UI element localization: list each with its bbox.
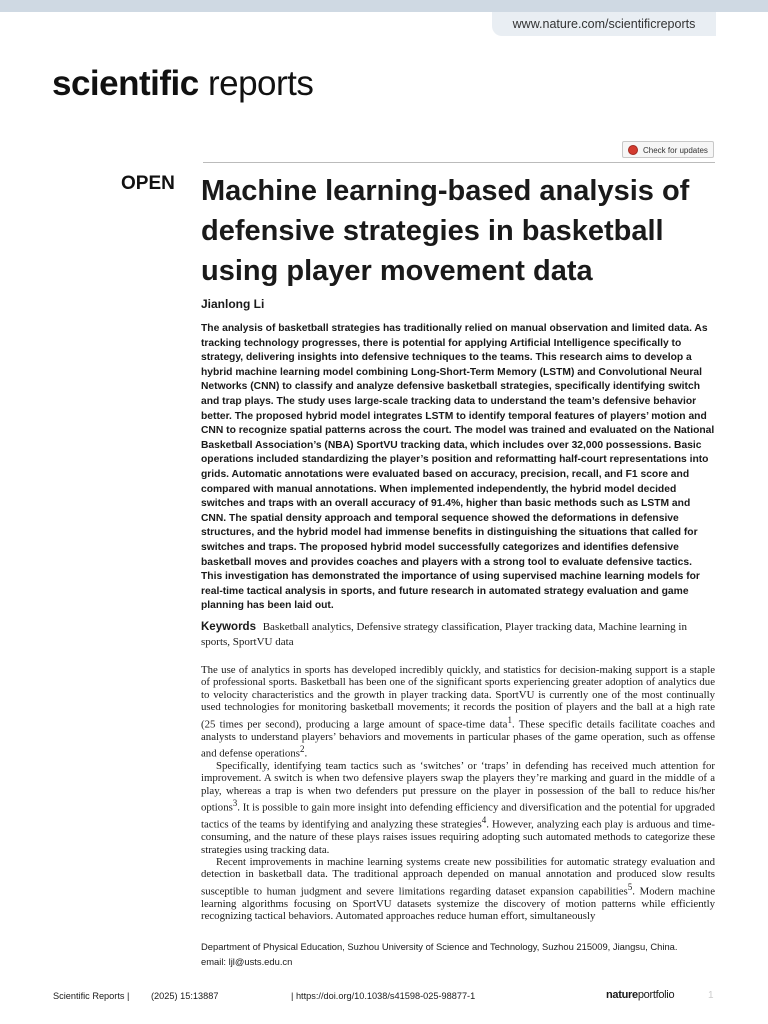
keywords <box>201 620 715 650</box>
body-paragraph <box>201 760 715 856</box>
citation-link[interactable]: 4 <box>481 815 487 826</box>
paragraph-text: . Modern machine learning algorithms focusing on SportVU datasets systemize the discovery of motion patterns while efficiently recognizing tactical behaviors. Automated approaches reduce human effort, simultaneously <box>201 885 715 923</box>
article-author[interactable]: Jianlong Li <box>201 297 265 311</box>
abstract: The analysis of basketball strategies has traditionally relied on manual observation and limited data. As tracking technology progresses, there is potential for applying Artificial Intelligence specifically to strategy, delivering insights into defensive techniques to the teams. This research aims to develop a hybrid machine learning model combining Long-Short-Term Memory (LSTM) and Convolutional Neural Networks (CNN) to classify and analyze defensive basketball strategies, specifically identifying switch and trap plays. The study uses large-scale tracking data to understand the team’s defensive behavior better. The proposed hybrid model integrates LSTM to identify temporal features of players’ motion and CNN to recognize spatial patterns across the court. The model was trained and evaluated on the National Basketball Association’s (NBA) SportVU tracking data, which includes over 32,000 possessions. Basic operations included standardizing the player’s position and reformatting half-court representations into grids. Automatic annotations were evaluated based on accuracy, precision, recall, and F1 score and compared with manual annotations. When implemented independently, the hybrid model decided switches and traps with an overall accuracy of 91.4%, higher than basic methods such as LSTM and CNN. The spatial density approach and temporal sequence showed the deformations in defensive structures, and the hybrid model had immense benefits in distinguishing the situations that called for switches and traps. The proposed hybrid model successfully categorizes and identifies defensive basketball moves and provides coaches and players with a strong tool to evaluate defensive tactics. This investigation has demonstrated the importance of using supervised machine learning models for real-time tactical analysis in sports, and future research in automated strategy evaluation and game planning has been laid out. <box>201 323 715 612</box>
footer-doi-link[interactable]: | https://doi.org/10.1038/s41598-025-98877-1 <box>291 991 476 1001</box>
crossmark-icon <box>628 145 638 155</box>
top-accent-bar <box>0 0 768 12</box>
journal-logo[interactable] <box>52 64 313 104</box>
affiliation: Department of Physical Education, Suzhou University of Science and Technology, Suzhou 215009, Jiangsu, China. <box>201 941 678 952</box>
keywords-list: Basketball analytics, Defensive strategy classification, Player tracking data, Machine learning in sports, SportVU data <box>201 621 687 648</box>
citation-link[interactable]: 5 <box>627 881 633 892</box>
paragraph-text: . It is possible to gain more insight into defending efficiency and diversification and the potential for upgraded tactics of the teams by identifying and analyzing these strategies <box>201 801 715 831</box>
page-number: 1 <box>708 990 714 1001</box>
paragraph-text: The use of analytics in sports has developed incredibly quickly, and statistics for decision-making support is a staple of professional sports. Basketball has been one of the significant sports experiencing greater adoption of analytics due to velocity characteristics and the growth in player tracking data. SportVU is currently one of the most continually used technologies for monitoring basketball movements; it records the position of players and the ball at a high rate (25 times per second), producing a large amount of space-time data <box>201 664 715 731</box>
paragraph-text: . These specific details facilitate coaches and analysts to understand players’ behaviors and movements in particular phases of the game operation, such as offense and defense operations <box>201 718 715 760</box>
author-email[interactable]: email: ljl@usts.edu.cn <box>201 956 293 967</box>
publisher-bold: nature <box>606 989 638 1001</box>
body-paragraph <box>201 664 715 760</box>
citation-link[interactable]: 3 <box>232 798 238 809</box>
paragraph-text: Recent improvements in machine learning systems create new possibilities for automatic strategy evaluation and detection in basketball data. The traditional approach depended on manual annotation and produced slow results susceptible to human judgment and severe limitations regarding dataset expansion capabilities <box>201 856 715 898</box>
footer-volume: (2025) 15:13887 <box>151 991 219 1001</box>
journal-url[interactable]: www.nature.com/scientificreports <box>492 12 716 36</box>
paragraph-text: . <box>304 747 308 760</box>
paragraph-text: Specifically, identifying team tactics such as ‘switches’ or ‘traps’ in defending has received much attention for improvement. A switch is when two defensive players swap the players they’re marking and guard in the middle of a play, whereas a trap is when two defenders put pressure on the player in possession of the ball to reduce his/her options <box>201 760 715 814</box>
nature-portfolio-logo <box>606 989 674 1001</box>
journal-logo-bold: scientific <box>52 64 199 103</box>
check-for-updates-button[interactable] <box>622 141 714 158</box>
affiliation-footnote <box>201 939 721 969</box>
citation-link[interactable]: 1 <box>507 714 512 725</box>
page-footer <box>0 984 768 1008</box>
journal-logo-regular: reports <box>198 64 314 103</box>
check-for-updates-label: Check for updates <box>643 146 708 155</box>
citation-link[interactable]: 2 <box>299 744 305 755</box>
article-body <box>201 664 715 923</box>
footer-journal: Scientific Reports | <box>53 991 130 1001</box>
article-title: Machine learning-based analysis of defensive strategies in basketball using player movement data <box>201 175 690 287</box>
keywords-heading: Keywords <box>201 621 256 633</box>
body-paragraph <box>201 856 715 923</box>
paragraph-text: . However, analyzing each play is arduous and time-consuming, and the nature of these plays raises issues requiring adopting such automated methods to categorize these strategies using tracking data. <box>201 818 715 856</box>
open-access-label: OPEN <box>121 173 175 194</box>
header-divider <box>203 162 715 163</box>
publisher-regular: portfolio <box>637 989 675 1001</box>
